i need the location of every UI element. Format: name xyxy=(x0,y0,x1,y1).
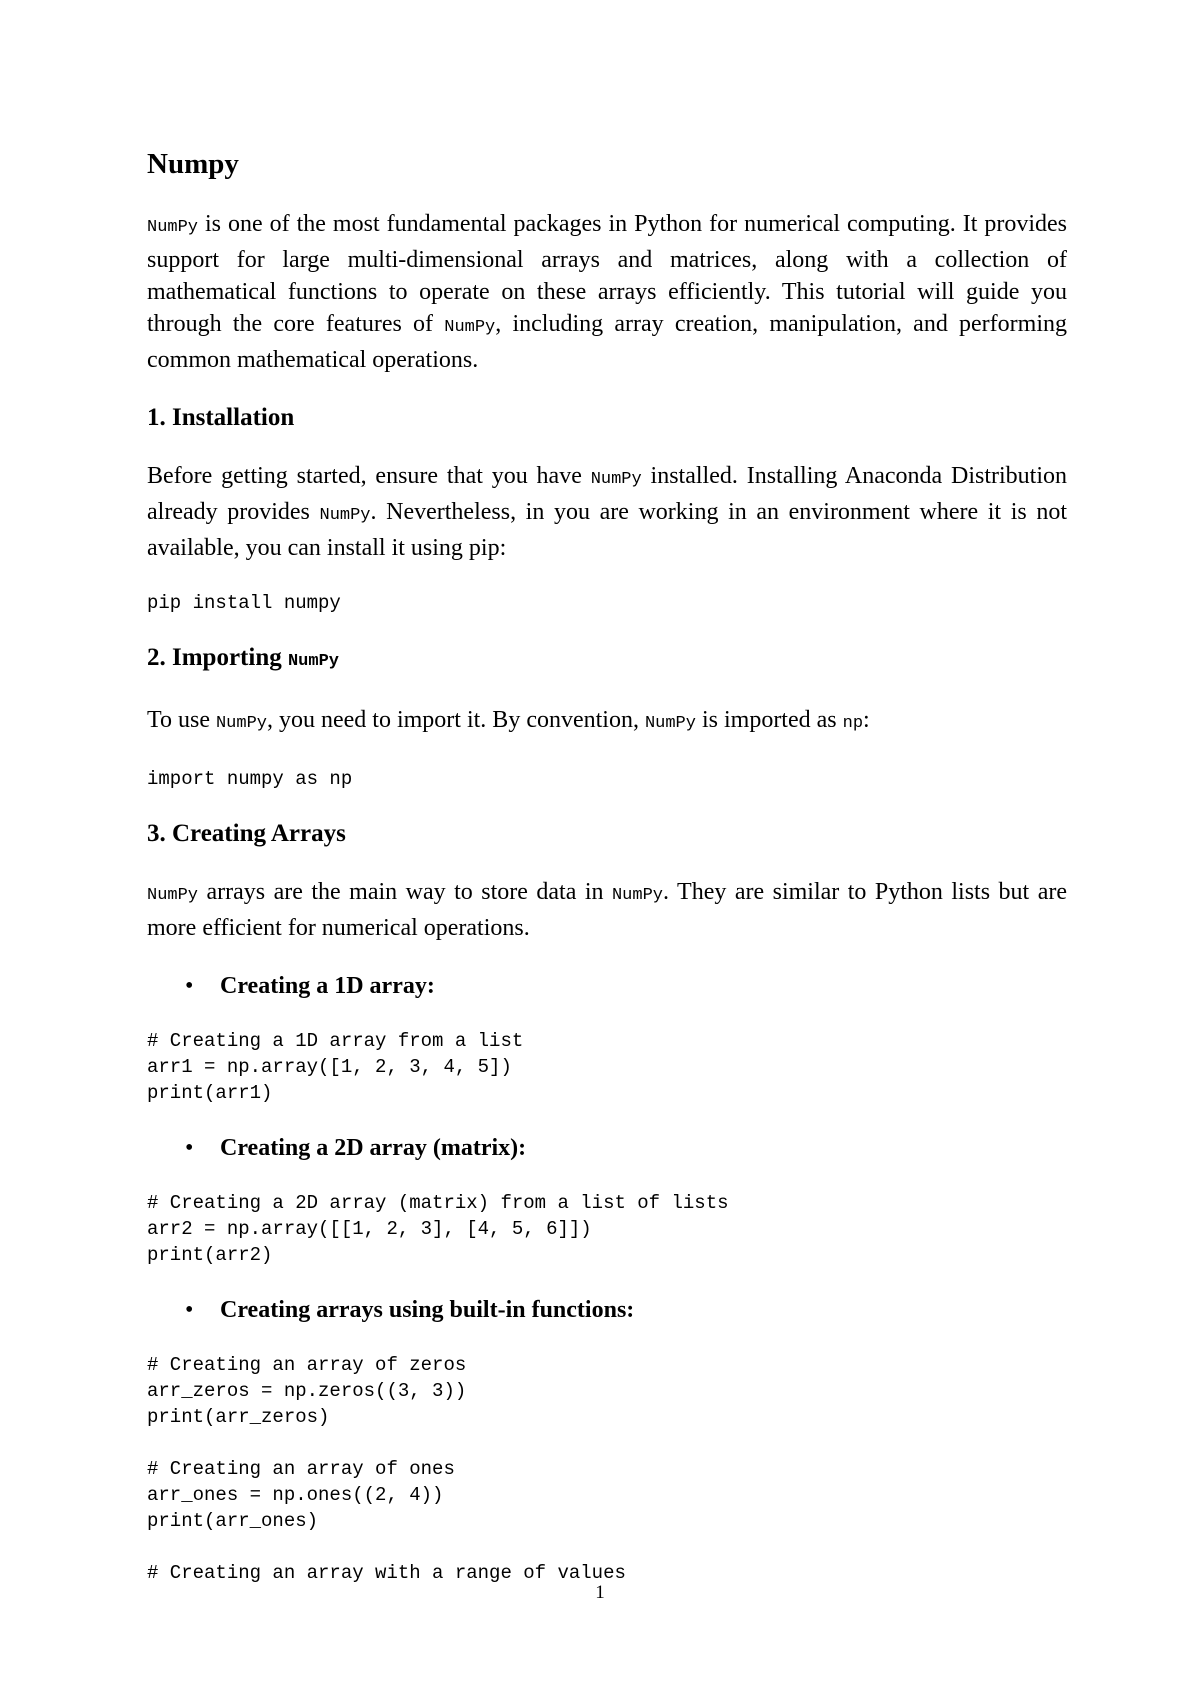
intro-text-2: , including array creation, manipulation, and performing common mathematical operations. xyxy=(147,311,1067,373)
heading-installation: 1. Installation xyxy=(147,404,295,431)
inline-code: NumPy xyxy=(611,886,663,905)
code-block-2d xyxy=(147,1190,1067,1268)
inline-code: NumPy xyxy=(147,218,199,237)
inline-code: NumPy xyxy=(215,714,267,733)
code-line: import numpy as np xyxy=(147,768,353,790)
heading-importing xyxy=(147,642,1067,678)
text-run: . They are similar to Python lists but are more efficient for numerical operations. xyxy=(147,879,1067,941)
inline-code: NumPy xyxy=(590,470,642,489)
code-line: print(arr_zeros) xyxy=(147,1406,330,1428)
bullet-label: Creating a 2D array (matrix): xyxy=(220,1135,527,1161)
installation-paragraph xyxy=(147,460,1067,564)
inline-code: NumPy xyxy=(287,652,339,671)
page-title: Numpy xyxy=(147,148,239,180)
intro-text-1: is one of the most fundamental packages in Python for numerical computing. It provides support for large multi-dimensional arrays and matrices, along with a collection of mathematical functions to operate on these arrays efficiently. This tutorial will guide you through the core features of xyxy=(147,211,1067,337)
text-run: . Nevertheless, in you are working in an environment where it is not available, you can install it using pip: xyxy=(147,499,1067,561)
document-content xyxy=(147,146,1067,1612)
bullet-1d-array xyxy=(147,970,1067,1002)
bullet-icon: • xyxy=(185,1135,194,1161)
code-block-ones xyxy=(147,1456,1067,1534)
code-line: # Creating a 2D array (matrix) from a list of lists xyxy=(147,1192,729,1214)
code-block-zeros xyxy=(147,1352,1067,1430)
inline-code: NumPy xyxy=(444,318,496,337)
inline-code: NumPy xyxy=(644,714,696,733)
text-run: : xyxy=(863,707,870,733)
code-line: # Creating an array with a range of values xyxy=(147,1562,626,1584)
code-line: arr_ones = np.ones((2, 4)) xyxy=(147,1484,444,1506)
bullet-label: Creating a 1D array: xyxy=(220,973,435,999)
code-block-install xyxy=(147,590,1067,616)
code-line: # Creating an array of ones xyxy=(147,1458,455,1480)
text-run: is imported as xyxy=(695,707,843,733)
intro-paragraph xyxy=(147,208,1067,376)
bullet-builtin-functions xyxy=(147,1294,1067,1326)
code-line: print(arr2) xyxy=(147,1244,273,1266)
code-line: # Creating a 1D array from a list xyxy=(147,1030,524,1052)
text-run: To use xyxy=(147,707,216,733)
bullet-2d-array xyxy=(147,1132,1067,1164)
heading-text: 2. Importing xyxy=(147,644,288,671)
text-run: arrays are the main way to store data in xyxy=(198,879,612,905)
code-line: # Creating an array of zeros xyxy=(147,1354,467,1376)
code-line: print(arr_ones) xyxy=(147,1510,319,1532)
code-line: arr1 = np.array([1, 2, 3, 4, 5]) xyxy=(147,1056,512,1078)
text-run: , you need to import it. By convention, xyxy=(267,707,645,733)
code-block-import xyxy=(147,766,1067,792)
code-line: arr2 = np.array([[1, 2, 3], [4, 5, 6]]) xyxy=(147,1218,592,1240)
importing-paragraph xyxy=(147,704,1067,740)
inline-code: NumPy xyxy=(319,506,371,525)
text-run: Before getting started, ensure that you have xyxy=(147,463,591,489)
code-line: arr_zeros = np.zeros((3, 3)) xyxy=(147,1380,467,1402)
bullet-icon: • xyxy=(185,1297,194,1323)
heading-creating-arrays: 3. Creating Arrays xyxy=(147,820,346,847)
text-run: installed. Installing Anaconda Distribution already provides xyxy=(147,463,1067,525)
code-line: pip install numpy xyxy=(147,592,341,614)
bullet-icon: • xyxy=(185,973,194,999)
creating-arrays-paragraph xyxy=(147,876,1067,944)
page-number: 1 xyxy=(595,1582,605,1603)
inline-code: np xyxy=(842,714,864,733)
inline-code: NumPy xyxy=(147,886,199,905)
code-line: print(arr1) xyxy=(147,1082,273,1104)
bullet-label: Creating arrays using built-in functions: xyxy=(220,1297,635,1323)
code-block-1d xyxy=(147,1028,1067,1106)
